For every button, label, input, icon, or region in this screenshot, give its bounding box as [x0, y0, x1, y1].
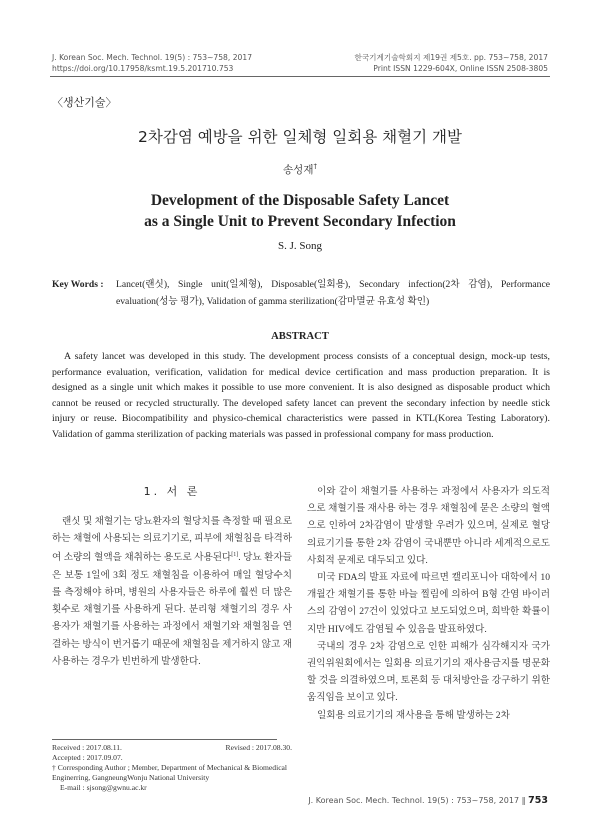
reference-1[interactable]: [1] [231, 552, 239, 559]
author-korean-block [0, 162, 600, 177]
footer-separator: ‖ [521, 796, 526, 805]
right-paragraph-2: 미국 FDA의 발표 자료에 따르면 캘리포니아 대학에서 10개월간 채혈기를 통한 바늘 찔림에 의하여 B형 간염 바이러스의 감염이 27건이 있었다고 보도되었으며, 희박한 확률이지만 HIV에도 감염될 수 있음을 발표하였다. [307, 572, 550, 635]
intro-text-cont: . 당뇨 환자들은 보통 1일에 3회 정도 채혈침을 이용하여 매일 혈당수치를 측정해야 하며, 병원의 사용자들은 하루에 훨씬 더 많은 횟수로 채혈기를 사용하게 된다. 분리형 채혈기의 경우 사용자가 채혈기를 사용하는 과정에서 채혈기와 채혈침을 연결하는 방식이 번거롭기 때문에 채혈침을 제거하지 않고 재사용하는 경우가 빈번하게 발생한다. [52, 552, 292, 667]
left-column [52, 513, 292, 670]
author-korean: 송성재 [283, 164, 314, 176]
journal-citation-left: J. Korean Soc. Mech. Technol. 19(5) : 753~758, 2017 [52, 53, 253, 62]
footer-citation: J. Korean Soc. Mech. Technol. 19(5) : 753~758, 2017 [308, 796, 522, 805]
title-english-line1: Development of the Disposable Safety Lancet [150, 192, 450, 209]
page-number: 753 [528, 795, 548, 806]
right-paragraph-1: 이와 같이 채혈기를 사용하는 과정에서 사용자가 의도적으로 채혈기를 재사용 하는 경우 채혈침에 묻은 소량의 혈액으로 인하여 2차감염이 발생할 우려가 있으며, 실제로 혈당의료기기를 통한 2차 감염이 국내뿐만 아니라 세계적으로도 사회적 문제로 대두되고 있다. [307, 486, 550, 566]
title-english-line2: as a Single Unit to Prevent Secondary Infection [144, 213, 456, 230]
accepted-date: Accepted : 2017.09.07. [52, 753, 123, 762]
abstract-heading: ABSTRACT [271, 331, 329, 342]
keywords-label: Key Words : [52, 279, 104, 290]
intro-text: 랜싯 및 채혈기는 당뇨환자의 혈당치를 측정할 때 필요로 하는 채혈에 사용되는 의료기기로, 피부에 채혈침을 타격하여 소량의 혈액을 채취하는 용도로 사용된다 [52, 516, 292, 564]
right-column [307, 483, 550, 724]
received-date: Received : 2017.08.11. [52, 743, 122, 752]
author-email[interactable]: E-mail : sjsong@gwnu.ac.kr [60, 783, 147, 792]
issn-line: Print ISSN 1229-604X, Online ISSN 2508-3805 [373, 64, 548, 73]
corresponding-author: † Corresponding Author ; Member, Department of Mechanical & Biomedical Enginerring, GangneungWonju National University [52, 763, 288, 782]
footnote-rule [52, 739, 277, 740]
section-label: 〈생산기술〉 [52, 96, 117, 109]
keywords-block [52, 276, 550, 310]
corresponding-mark: † [313, 162, 317, 171]
header-rule [50, 76, 550, 77]
page-footer [308, 795, 548, 806]
doi-link[interactable]: https://doi.org/10.17958/ksmt.19.5.201710.753 [52, 64, 234, 73]
intro-paragraph [52, 513, 292, 670]
right-paragraph-3: 국내의 경우 2차 감염으로 인한 피해가 심각해지자 국가권익위원회에서는 일회용 의료기기의 재사용금지를 명문화할 것을 의결하였으며, 토론회 등 대처방안을 강구하기 위한 움직임을 보이고 있다. [307, 640, 550, 704]
revised-date: Revised : 2017.08.30. [225, 743, 292, 752]
title-korean: 2차감염 예방을 위한 일체형 일회용 채혈기 개발 [138, 128, 462, 146]
keywords-text: Lancet(랜싯), Single unit(일체형), Disposable(일회용), Secondary infection(2차 감염), Performance evaluation(성능 평가), Validation of gamma sterilization(감마멸균 유효성 확인) [116, 279, 550, 307]
author-english: S. J. Song [277, 240, 323, 252]
right-paragraph-4: 일회용 의료기기의 재사용을 통해 발생하는 2차 [317, 709, 510, 721]
journal-citation-right: 한국기계기술학회지 제19권 제5호. pp. 753~758, 2017 [354, 53, 548, 62]
section-1-heading: 1. 서 론 [143, 485, 201, 498]
abstract-text: A safety lancet was developed in this study. The development process consists of a conceptual design, mock-up tests, performance evaluation, verification, validation for medical device certification and mass production preparation. It is designed as a single unit which makes it possible to use more convenient. It is also designed as disposable product which cannot be reused or recycled structurally. The developed safety lancet can prevent the secondary infection by needle stick injury or reuse. Biocompatibility and physico-chemical characteristics were passed in KTL(Korea Testing Laboratory). Validation of gamma sterilization of packing materials was passed in professional company for mass production. [52, 351, 550, 440]
